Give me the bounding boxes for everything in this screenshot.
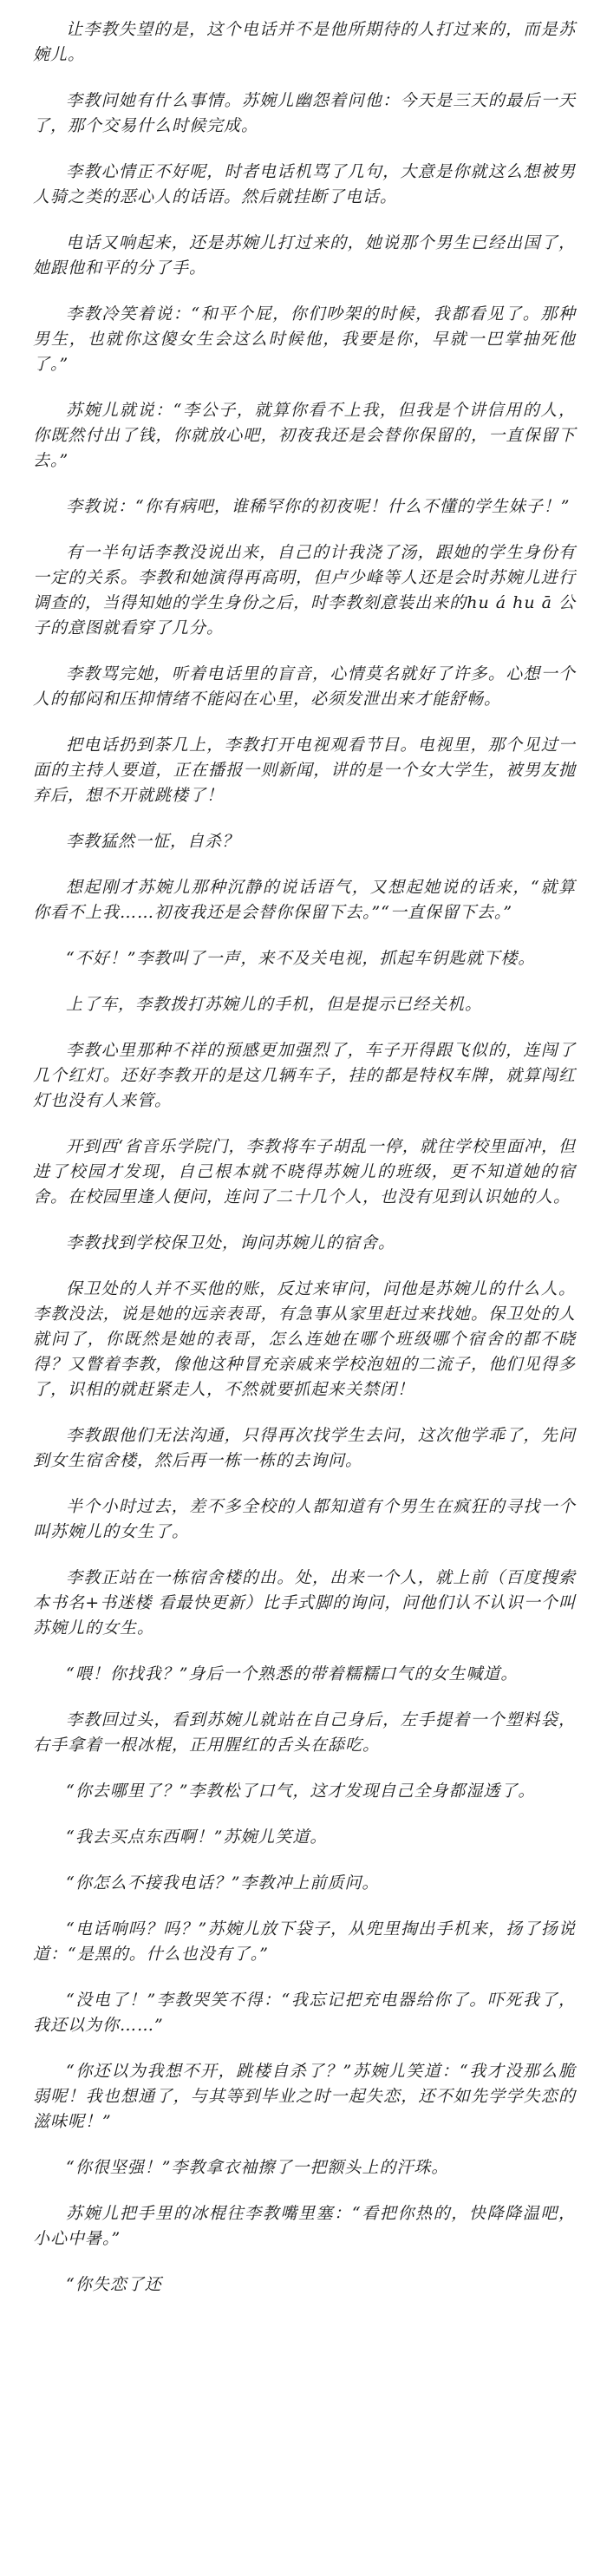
paragraph: 李教找到学校保卫处，询问苏婉儿的宿舍。	[66, 1233, 396, 1252]
paragraph: 李教猛然一怔，自杀？	[66, 832, 240, 851]
paragraph: 苏婉儿把手里的冰棍往李教嘴里塞：“看把你热的，快降降温吧，小心中暑。”	[33, 2204, 576, 2248]
paragraph: “你失恋了还	[66, 2275, 162, 2294]
paragraph: 半个小时过去，差不多全校的人都知道有个男生在疯狂的寻找一个叫苏婉儿的女生了。	[33, 1497, 576, 1541]
paragraph: 苏婉儿就说：“李公子，就算你看不上我，但我是个讲信用的人，你既然付出了钱，你就放心吧，初夜我还是会替你保留的，一直保留下去。”	[33, 401, 576, 470]
paragraph: “不好！”李教叫了一声，来不及关电视，抓起车钥匙就下楼。	[66, 949, 536, 968]
paragraph: “电话响吗？吗？”苏婉儿放下袋子，从兜里掏出手机来，扬了扬说道：“是黑的。什么也没有了。”	[33, 1919, 576, 1964]
paragraph: “没电了！”李教哭笑不得：“我忘记把充电器给你了。吓死我了，我还以为你……”	[33, 1991, 576, 2035]
paragraph: 李教回过头，看到苏婉儿就站在自己身后，左手提着一个塑料袋，右手拿着一根冰棍，正用腥红的舌头在舔吃。	[33, 1710, 576, 1755]
paragraph: 想起刚才苏婉儿那种沉静的说话语气，又想起她说的话来，“就算你看不上我……初夜我还是会替你保留下去。”“一直保留下去。”	[33, 878, 576, 922]
paragraph: 让李教失望的是，这个电话并不是他所期待的人打过来的，而是苏婉儿。	[33, 20, 576, 64]
paragraph: 李教跟他们无法沟通，只得再次找学生去问，这次他学乖了，先问到女生宿舍楼，然后再一栋一栋的去询问。	[33, 1426, 576, 1470]
paragraph: 李教正站在一栋宿舍楼的出。处，出来一个人，就上前（百度搜索本书名+书迷楼 看最快更新）比手式脚的询问，问他们认不认识一个叫苏婉儿的女生。	[33, 1568, 576, 1638]
paragraph: 李教心里那种不祥的预感更加强烈了，车子开得跟飞似的，连闯了几个红灯。还好李教开的是这几辆车子，挂的都是特权车牌，就算闯红灯也没有人来管。	[33, 1041, 576, 1110]
paragraph: “喂！你找我？”身后一个熟悉的带着糯糯口气的女生喊道。	[66, 1664, 519, 1684]
paragraph: 李教骂完她，听着电话里的盲音，心情莫名就好了许多。心想一个人的郁闷和压抑情绪不能闷在心里，必须发泄出来才能舒畅。	[33, 664, 576, 709]
paragraph: 把电话扔到茶几上，李教打开电视观看节目。电视里，那个见过一面的主持人要道，正在播报一则新闻，讲的是一个女大学生，被男友抛弃后，想不开就跳楼了！	[33, 736, 576, 805]
paragraph: 李教冷笑着说：“和平个屁，你们吵架的时候，我都看见了。那种男生，也就你这傻女生会这么时候他，我要是你，早就一巴掌抽死他了。”	[33, 304, 576, 374]
paragraph: “你很坚强！”李教拿衣袖擦了一把额头上的汗珠。	[66, 2158, 449, 2177]
paragraph: 李教心情正不好呢，时者电话机骂了几句，大意是你就这么想被男人骑之类的恶心人的话语。然后就挂断了电话。	[33, 162, 576, 206]
paragraph: “你去哪里了？”李教松了口气，这才发现自己全身都湿透了。	[66, 1782, 536, 1801]
paragraph: “你还以为我想不开，跳楼自杀了？”苏婉儿笑道：“我才没那么脆弱呢！我也想通了，与其等到毕业之时一起失恋，还不如先学学失恋的滋味呢！”	[33, 2062, 576, 2131]
paragraph: 李教问她有什么事情。苏婉儿幽怨着问他：今天是三天的最后一天了，那个交易什么时候完成。	[33, 91, 576, 135]
paragraph: 保卫处的人并不买他的账，反过来审问，问他是苏婉儿的什么人。李教没法，说是她的远亲表哥，有急事从家里赶过来找她。保卫处的人就问了，你既然是她的表哥，怎么连她在哪个班级哪个宿舍的都不晓得？又瞥着李教，像他这种冒充亲戚来学校泡妞的二流子，他们见得多了，识相的就赶紧走人，不然就要抓起来关禁闭！	[33, 1279, 576, 1399]
paragraph: “你怎么不接我电话？”李教冲上前质问。	[66, 1873, 380, 1893]
paragraph: 电话又响起来，还是苏婉儿打过来的，她说那个男生已经出国了，她跟他和平的分了手。	[33, 233, 576, 278]
paragraph: 李教说：“你有病吧，谁稀罕你的初夜呢！什么不懂的学生妹子！”	[66, 497, 571, 516]
paragraph: “我去买点东西啊！”苏婉儿笑道。	[66, 1827, 328, 1847]
paragraph: 开到西‘省音乐学院门，李教将车子胡乱一停，就往学校里面冲，但进了校园才发现，自己根本就不晓得苏婉儿的班级，更不知道她的宿舍。在校园里逢人便问，连问了二十几个人，也没有见到认识她的人。	[33, 1137, 576, 1206]
paragraph: 上了车，李教拨打苏婉儿的手机，但是提示已经关机。	[66, 995, 483, 1014]
paragraph: 有一半句话李教没说出来，自己的计我浇了汤，跟她的学生身份有一定的关系。李教和她演得再高明，但卢少峰等人还是会时苏婉儿进行调查的，当得知她的学生身份之后，时李教刻意装出来的hu á hu ā 公子的意图就看穿了几分。	[33, 543, 576, 637]
